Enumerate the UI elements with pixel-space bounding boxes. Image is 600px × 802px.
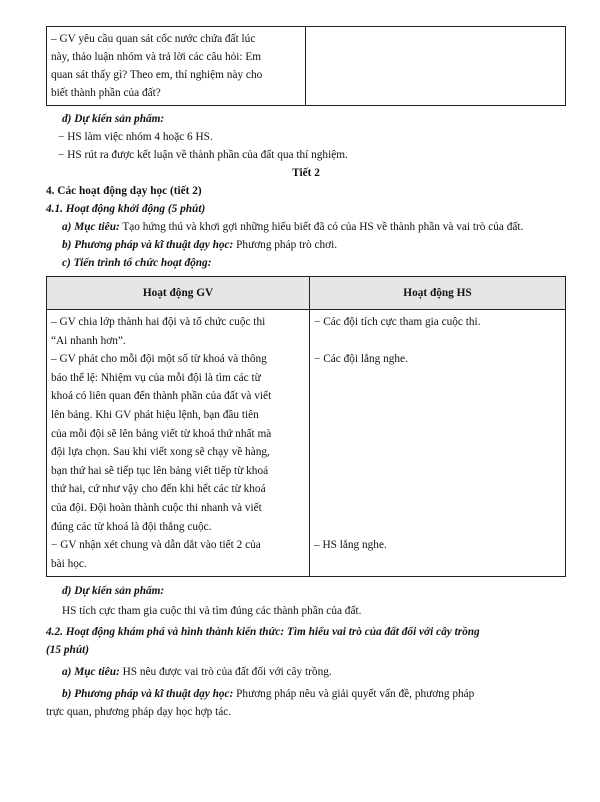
text-line: của đội. Đội hoàn thành cuộc thi nhanh và viết	[51, 501, 262, 514]
objective-label: a) Mục tiêu:	[62, 666, 120, 679]
method-line	[46, 236, 566, 254]
teacher-activity-cell	[47, 310, 310, 577]
activity-table-continued	[46, 26, 566, 106]
list-item: − HS làm việc nhóm 4 hoặc 6 HS.	[58, 131, 213, 143]
method-label: b) Phương pháp và kĩ thuật dạy học:	[62, 688, 234, 701]
method-text: Phương pháp nêu và giải quyết vấn đề, phương pháp	[233, 688, 475, 701]
list-item: − HS rút ra được kết luận về thành phần của đất qua thí nghiệm.	[58, 149, 348, 161]
method-text: Phương pháp trò chơi.	[233, 239, 338, 251]
table-header-row	[47, 277, 566, 310]
text-line	[314, 332, 561, 351]
section-heading: d) Dự kiến sản phẩm:	[62, 113, 165, 125]
section-heading: d) Dự kiến sản phẩm:	[62, 585, 165, 598]
subsection-heading: 4.2. Hoạt động khám phá và hình thành kiến thức: Tìm hiểu vai trò của đất đối với cây trồng	[46, 626, 480, 639]
text-line: – HS lắng nghe.	[314, 539, 387, 552]
expected-product-section-2	[46, 582, 566, 620]
text-line: – GV yêu cầu quan sát cốc nước chứa đất lúc	[51, 33, 256, 45]
process-label: c) Tiến trình tổ chức hoạt động:	[62, 257, 212, 269]
objective-line	[46, 218, 566, 236]
method-label: b) Phương pháp và kĩ thuật dạy học:	[62, 239, 234, 251]
objective-line	[46, 663, 566, 681]
student-activity-cell	[310, 310, 566, 577]
column-header-student: Hoạt động HS	[310, 277, 566, 310]
text-line: biết thành phần của đất?	[51, 87, 161, 99]
text-line: bạn thứ hai sẽ tiếp tục lên bảng viết tiếp từ khoá	[51, 464, 269, 477]
student-activity-cell	[306, 27, 566, 106]
text-line: khoá có liên quan đến thành phần của đất và viết	[51, 390, 272, 403]
text-line: đúng các từ khoá là đội thắng cuộc.	[51, 520, 212, 533]
expected-product-section	[46, 110, 566, 164]
text-line: – GV chia lớp thành hai đội và tổ chức cuộc thi	[51, 316, 266, 328]
spacer	[314, 369, 561, 536]
text-line: − Các đội lắng nghe.	[314, 353, 408, 366]
document-page	[46, 26, 566, 721]
method-line	[46, 685, 566, 703]
text-line: này, thảo luận nhóm và trả lời các câu hỏi: Em	[51, 51, 262, 63]
method-text-cont: trực quan, phương pháp dạy học hợp tác.	[46, 706, 232, 719]
text-line: của mỗi đội sẽ lên bảng viết từ khoá thứ nhất mà	[51, 427, 272, 440]
text-line: thứ hai, cứ như vậy cho đến khi hết các từ khoá	[51, 483, 266, 496]
text-line: báo thể lệ: Nhiệm vụ của mỗi đội là tìm các từ	[51, 371, 261, 384]
text-line: – GV phát cho mỗi đội một số từ khoá và thông	[51, 353, 267, 366]
teacher-activity-cell	[47, 27, 306, 106]
objective-label: a) Mục tiêu:	[62, 221, 120, 233]
table-row	[47, 27, 566, 106]
text-line: lên bảng. Khi GV phát hiệu lệnh, bạn đầu tiên	[51, 408, 259, 421]
lesson-title: Tiết 2	[292, 167, 320, 179]
text-line: quan sát thấy gì? Theo em, thí nghiệm này cho	[51, 69, 263, 81]
section-heading: 4. Các hoạt động dạy học (tiết 2)	[46, 185, 202, 197]
text-line: − Các đội tích cực tham gia cuộc thi.	[314, 316, 481, 328]
objective-text: Tạo hứng thú và khơi gợi những hiểu biết đã có của HS về thành phần và vai trò của đất.	[119, 221, 524, 233]
text-line: đội lựa chọn. Sau khi viết xong sẽ chạy về hàng,	[51, 446, 270, 459]
objective-text: HS nêu được vai trò của đất đối với cây trồng.	[119, 666, 332, 679]
text-line	[314, 555, 561, 574]
text-line: “Ai nhanh hơn”.	[51, 334, 126, 347]
subsection-heading-cont: (15 phút)	[46, 644, 89, 657]
table-row	[47, 310, 566, 577]
activity-table	[46, 276, 566, 577]
text-line: bài học.	[51, 557, 87, 570]
text-line: − GV nhận xét chung và dẫn dắt vào tiết 2 của	[51, 539, 261, 552]
column-header-teacher: Hoạt động GV	[47, 277, 310, 310]
product-text: HS tích cực tham gia cuộc thi và tìm đúng các thành phần của đất.	[62, 605, 362, 618]
subsection-heading: 4.1. Hoạt động khởi động (5 phút)	[46, 203, 206, 215]
